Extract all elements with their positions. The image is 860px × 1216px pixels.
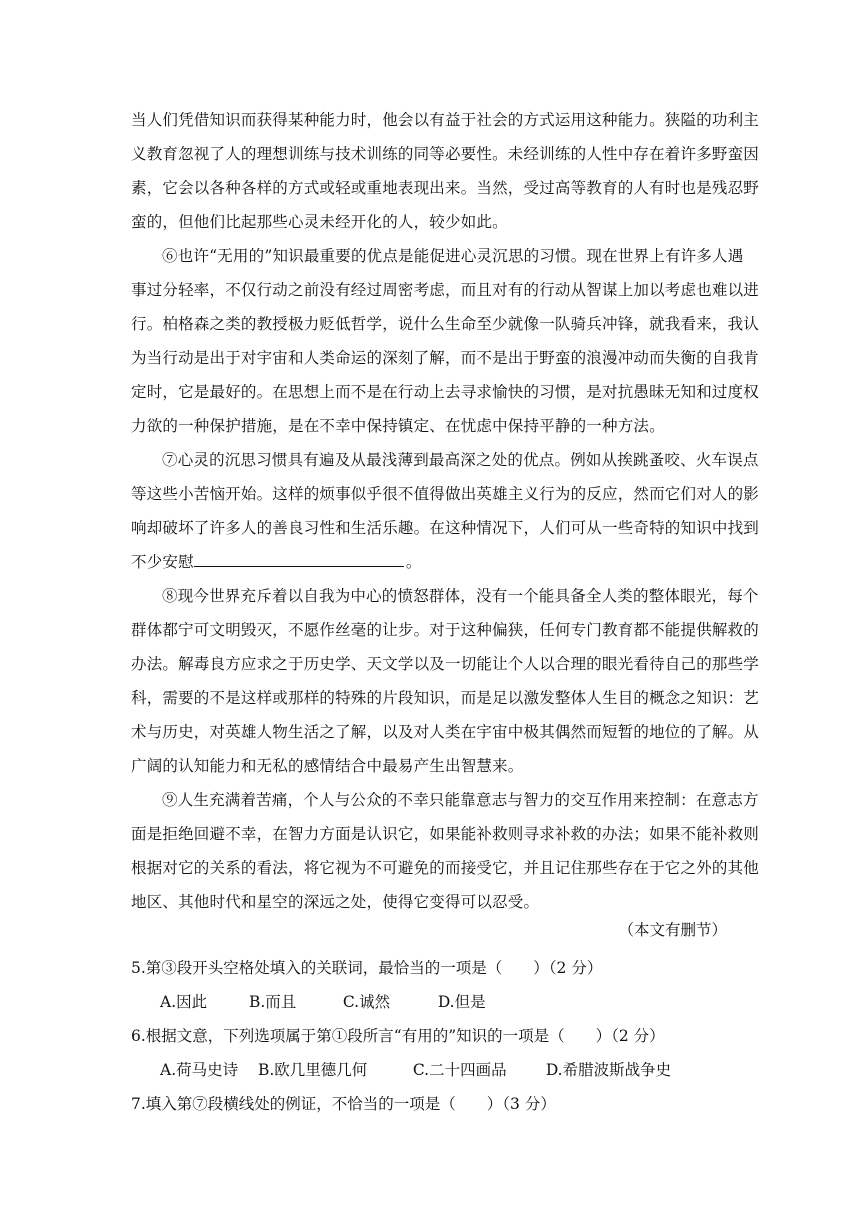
fill-in-blank[interactable] — [194, 546, 404, 567]
text-line: 素，它会以各种各样的方式或轻或重地表现出来。当然，受过高等教育的人有时也是残忍野 — [131, 179, 760, 197]
option-d[interactable]: D.但是 — [437, 993, 486, 1011]
option-c[interactable]: C.二十四画品 — [412, 1061, 507, 1079]
question-6-stem: 6.根据文意，下列选项属于第①段所言“有用的”知识的一项是（ ）（2 分） — [131, 1027, 665, 1045]
text-line: 为当行动是出于对宇宙和人类命运的深刻了解，而不是出于野蛮的浪漫冲动而失衡的自我肯 — [131, 349, 760, 367]
text-line: 行。柏格森之类的教授极力贬低哲学，说什么生命至少就像一队骑兵冲锋，就我看来，我认 — [131, 315, 760, 333]
text-line: ⑨人生充满着苦痛，个人与公众的不幸只能靠意志与智力的交互作用来控制：在意志方 — [162, 791, 759, 809]
text-line: 蛮的，但他们比起那些心灵未经开化的人，较少如此。 — [131, 213, 508, 231]
text-line: 当人们凭借知识而获得某种能力时，他会以有益于社会的方式运用这种能力。狭隘的功利主 — [131, 111, 760, 129]
text-line: ⑧现今世界充斥着以自我为中心的愤怒群体，没有一个能具备全人类的整体眼光，每个 — [162, 587, 759, 605]
text-line: 面是拒绝回避不幸，在智力方面是认识它，如果能补救则寻求补救的办法；如果不能补救则 — [131, 825, 760, 843]
line-prefix: 不少安慰 — [131, 553, 194, 571]
paragraph-8 — [131, 579, 760, 783]
paragraph-7 — [131, 443, 760, 579]
text-line: 科，需要的不是这样或那样的特殊的片段知识，而是足以激发整体人生目的概念之知识：艺 — [131, 689, 760, 707]
text-line: 根据对它的关系的看法，将它视为不可避免的而接受它，并且记住那些存在于它之外的其他 — [131, 859, 760, 877]
paragraph-continued — [131, 103, 760, 239]
option-d[interactable]: D.希腊波斯战争史 — [545, 1061, 672, 1079]
text-line: 定时，它是最好的。在思想上而不是在行动上去寻求愉快的习惯，是对抗愚昧无知和过度权 — [131, 383, 760, 401]
text-line-with-blank — [131, 545, 731, 579]
option-a[interactable]: A.因此 — [160, 993, 208, 1011]
text-line: 地区、其他时代和星空的深远之处，使得它变得可以忍受。 — [131, 893, 540, 911]
text-line: 广阔的认知能力和无私的感情结合中最易产生出智慧来。 — [131, 757, 524, 775]
paragraph-6 — [131, 239, 760, 443]
text-line: ⑥也许“无用的”知识最重要的优点是能促进心灵沉思的习惯。现在世界上有许多人遇 — [162, 247, 744, 265]
abridged-note: （本文有删节） — [618, 921, 727, 939]
text-line: ⑦心灵的沉思习惯具有遍及从最浅薄到最高深之处的优点。例如从挨跳蚤咬、火车误点 — [162, 451, 759, 469]
text-line: 事过分轻率，不仅行动之前没有经过周密考虑，而且对有的行动从智谋上加以考虑也难以进 — [131, 281, 760, 299]
option-b[interactable]: B.欧几里德几何 — [257, 1061, 368, 1079]
text-line: 办法。解毒良方应求之于历史学、天文学以及一切能让个人以合理的眼光看待自己的那些学 — [131, 655, 760, 673]
line-suffix: 。 — [405, 553, 422, 571]
text-line: 等这些小苦恼开始。这样的烦事似乎很不值得做出英雄主义行为的反应，然而它们对人的影 — [131, 485, 760, 503]
question-5-stem: 5.第③段开头空格处填入的关联词，最恰当的一项是（ ）（2 分） — [131, 959, 603, 977]
text-line: 群体都宁可文明毁灭，不愿作丝毫的让步。对于这种偏狭，任何专门教育都不能提供解救的 — [131, 621, 760, 639]
option-c[interactable]: C.诚然 — [342, 993, 391, 1011]
text-line: 义教育忽视了人的理想训练与技术训练的同等必要性。未经训练的人性中存在着许多野蛮因 — [131, 145, 760, 163]
paragraph-9 — [131, 783, 760, 919]
question-6-options — [160, 1058, 671, 1080]
option-a[interactable]: A.荷马史诗 — [160, 1061, 239, 1079]
option-b[interactable]: B.而且 — [248, 993, 297, 1011]
text-line: 术与历史，对英雄人物生活之了解，以及对人类在宇宙中极其偶然而短暂的地位的了解。从 — [131, 723, 760, 741]
text-line: 力欲的一种保护措施，是在不幸中保持镇定、在忧虑中保持平静的一种方法。 — [131, 417, 665, 435]
question-7-stem: 7.填入第⑦段横线处的例证，不恰当的一项是（ ）（3 分） — [131, 1095, 556, 1113]
text-line: 响却破坏了许多人的善良习性和生活乐趣。在这种情况下，人们可从一些奇特的知识中找到 — [131, 519, 760, 537]
question-5-options — [160, 990, 486, 1012]
